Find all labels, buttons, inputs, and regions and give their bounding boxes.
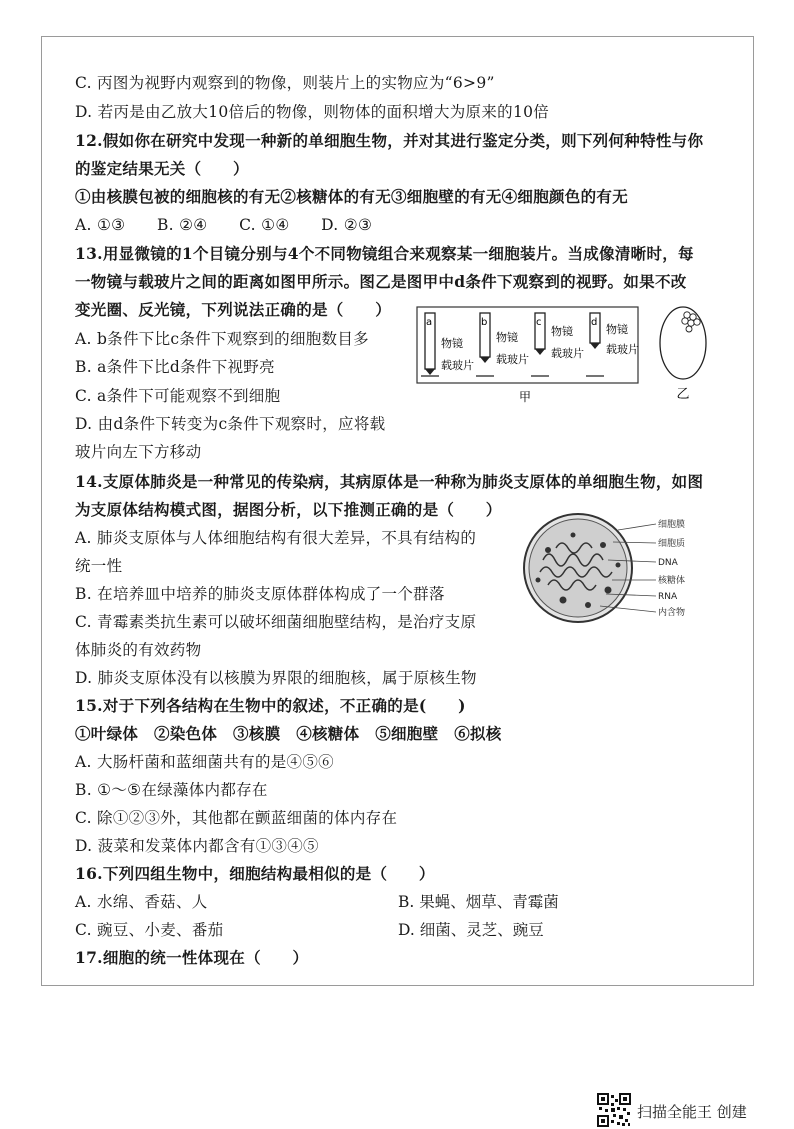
q12-stem-2: 的鉴定结果无关（ ） (75, 159, 249, 178)
figure-yi-caption: 乙 (676, 387, 690, 402)
q11-option-d: D. 若丙是由乙放大10倍后的物像，则物体的面积增大为原来的10倍 (75, 103, 550, 121)
q15-option-c: C. 除①②③外，其他都在颤蓝细菌的体内存在 (75, 809, 398, 827)
svg-text:内含物: 内含物 (658, 608, 686, 618)
svg-text:c: c (536, 317, 542, 328)
q14-stem-1: 14.支原体肺炎是一种常见的传染病，其病原体是一种称为肺炎支原体的单细胞生物，如图 (75, 472, 704, 491)
objective-d (586, 313, 639, 376)
svg-text:物镜: 物镜 (551, 325, 573, 338)
objective-a (421, 313, 474, 376)
q13-stem-3: 变光圈、反光镜，下列说法正确的是（ ） (75, 300, 392, 319)
svg-text:载玻片: 载玻片 (441, 359, 474, 372)
q15-option-a: A. 大肠杆菌和蓝细菌共有的是④⑤⑥ (75, 753, 334, 771)
q14-option-b: B. 在培养皿中培养的肺炎支原体群体构成了一个群落 (75, 585, 445, 603)
q16-option-a: A. 水绵、香菇、人 (75, 893, 208, 911)
q16-option-c: C. 豌豆、小麦、番茄 (75, 921, 224, 939)
q16-option-b: B. 果蝇、烟草、青霉菌 (398, 893, 559, 911)
svg-text:物镜: 物镜 (606, 323, 628, 336)
q15-option-d: D. 菠菜和发菜体内都含有①③④⑤ (75, 837, 319, 855)
q13-stem-1: 13.用显微镜的1个目镜分别与4个不同物镜组合来观察某一细胞装片。当成像清晰时，每 (75, 244, 694, 263)
q13-option-c: C. a条件下可能观察不到细胞 (75, 387, 281, 405)
q14-stem-2: 为支原体结构模式图，据图分析，以下推测正确的是（ ） (75, 500, 502, 519)
q16-stem: 16.下列四组生物中，细胞结构最相似的是（ ） (75, 864, 435, 883)
q12-options: A. ①③ B. ②④ C. ①④ D. ②③ (75, 216, 373, 234)
scanner-brand: 扫描全能王 创建 (637, 1103, 747, 1121)
svg-text:细胞膜: 细胞膜 (658, 520, 686, 530)
svg-text:a: a (426, 317, 433, 328)
q13-option-b: B. a条件下比d条件下视野亮 (75, 358, 275, 376)
q14-option-c: C. 青霉素类抗生素可以破坏细菌细胞壁结构，是治疗支原 (75, 613, 477, 631)
figure-jia (415, 305, 640, 405)
q11-option-c: C. 丙图为视野内观察到的物像，则装片上的实物应为“6>9” (75, 74, 495, 92)
svg-text:核糖体: 核糖体 (658, 576, 686, 586)
q16-option-d: D. 细菌、灵芝、豌豆 (398, 921, 544, 939)
q15-stem: 15.对于下列各结构在生物中的叙述，不正确的是( ) (75, 696, 466, 715)
q17-stem: 17.细胞的统一性体现在（ ） (75, 948, 309, 967)
q14-option-a: A. 肺炎支原体与人体细胞结构有很大差异，不具有结构的 (75, 529, 477, 547)
q13-option-a: A. b条件下比c条件下观察到的细胞数目多 (75, 330, 369, 348)
q14-option-c-cont: 体肺炎的有效药物 (75, 641, 202, 659)
figure-mycoplasma (508, 510, 708, 630)
q15-items: ①叶绿体 ②染色体 ③核膜 ④核糖体 ⑤细胞壁 ⑥拟核 (75, 724, 502, 743)
svg-text:载玻片: 载玻片 (551, 347, 584, 360)
svg-text:d: d (591, 317, 598, 328)
q12-items: ①由核膜包被的细胞核的有无②核糖体的有无③细胞壁的有无④细胞颜色的有无 (75, 187, 629, 206)
svg-text:DNA: DNA (658, 558, 678, 568)
q13-option-d: D. 由d条件下转变为c条件下观察时，应将载 (75, 415, 386, 433)
svg-text:RNA: RNA (658, 592, 678, 602)
objective-c (531, 313, 584, 376)
svg-text:b: b (481, 317, 488, 328)
q14-option-d: D. 肺炎支原体没有以核膜为界限的细胞核，属于原核生物 (75, 669, 477, 687)
svg-text:物镜: 物镜 (441, 337, 463, 350)
svg-text:载玻片: 载玻片 (606, 343, 639, 356)
objective-b (476, 313, 529, 376)
svg-text:细胞质: 细胞质 (658, 539, 686, 549)
figure-yi (655, 303, 715, 403)
svg-text:物镜: 物镜 (496, 331, 518, 344)
figure-jia-caption: 甲 (518, 390, 532, 404)
q15-option-b: B. ①～⑤在绿藻体内都存在 (75, 781, 268, 799)
q12-stem-1: 12.假如你在研究中发现一种新的单细胞生物，并对其进行鉴定分类，则下列何种特性与你 (75, 131, 704, 150)
svg-text:载玻片: 载玻片 (496, 353, 529, 366)
q14-option-a-cont: 统一性 (75, 557, 123, 575)
q13-stem-2: 一物镜与载玻片之间的距离如图甲所示。图乙是图甲中d条件下观察到的视野。如果不改 (75, 272, 687, 291)
qr-code-icon (597, 1093, 631, 1127)
q13-option-d-cont: 玻片向左下方移动 (75, 443, 202, 461)
